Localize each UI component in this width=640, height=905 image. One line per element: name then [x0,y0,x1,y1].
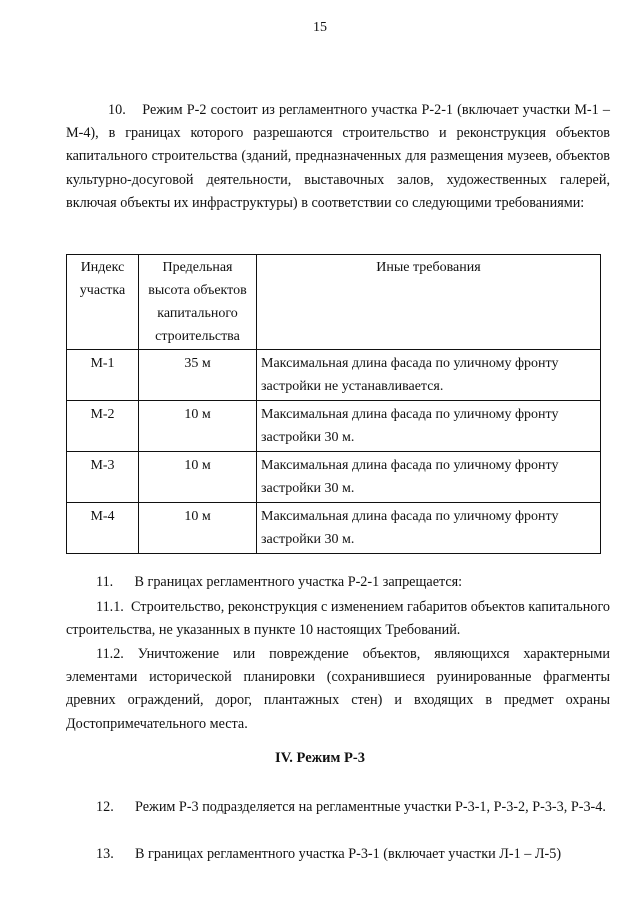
cell-height: 10 м [139,503,257,554]
cell-height: 35 м [139,350,257,401]
section-heading: IV. Режим Р-3 [275,750,365,766]
paragraph-10: 10. Режим Р-2 состоит из регламентного участка Р-2-1 (включает участки М-1 – М-4), в границах которого разрешаются строительство и реконструкция объектов капитального строительства (зданий, предназначенных для размещения музеев, объектов культурно-досуговой деятельности, выставочных залов, художественных галерей, включая объекты их инфраструктуры) в соответствии со следующими требованиями: [66,102,610,211]
cell-height: 10 м [139,452,257,503]
table-row [67,401,601,452]
cell-index: М-2 [67,401,139,452]
paragraph-12: 12. Режим Р-3 подразделяется на регламентные участки Р-3-1, Р-3-2, Р-3-3, Р-3-4. [96,799,606,815]
cell-other: Максимальная длина фасада по уличному фронту застройки 30 м. [257,503,601,554]
requirements-table [66,254,601,554]
cell-index: М-3 [67,452,139,503]
table-row [67,503,601,554]
table-row [67,452,601,503]
cell-other: Максимальная длина фасада по уличному фронту застройки 30 м. [257,401,601,452]
table-row [67,350,601,401]
paragraph-11-2: 11.2. Уничтожение или повреждение объектов, являющихся характерными элементами исторической планировки (сохранившиеся руинированные фрагменты древних ограждений, дорог, плантажных стен) и входящих в предмет охраны Достопримечательного места. [66,646,610,732]
cell-other: Максимальная длина фасада по уличному фронту застройки не устанавливается. [257,350,601,401]
paragraph-11: 11. В границах регламентного участка Р-2-1 запрещается: [96,574,463,590]
paragraph-13: 13. В границах регламентного участка Р-3-1 (включает участки Л-1 – Л-5) [96,846,562,862]
cell-height: 10 м [139,401,257,452]
cell-other: Максимальная длина фасада по уличному фронту застройки 30 м. [257,452,601,503]
header-height: Предельная высота объектов капитального строительства [139,255,257,350]
cell-index: М-4 [67,503,139,554]
cell-index: М-1 [67,350,139,401]
table-header-row [67,255,601,350]
page-number: 15 [313,20,327,35]
paragraph-11-1: 11.1. Строительство, реконструкция с изменением габаритов объектов капитального строительства, не указанных в пункте 10 настоящих Требований. [66,599,610,639]
header-other-requirements: Иные требования [257,255,601,350]
header-index: Индекс участка [67,255,139,350]
